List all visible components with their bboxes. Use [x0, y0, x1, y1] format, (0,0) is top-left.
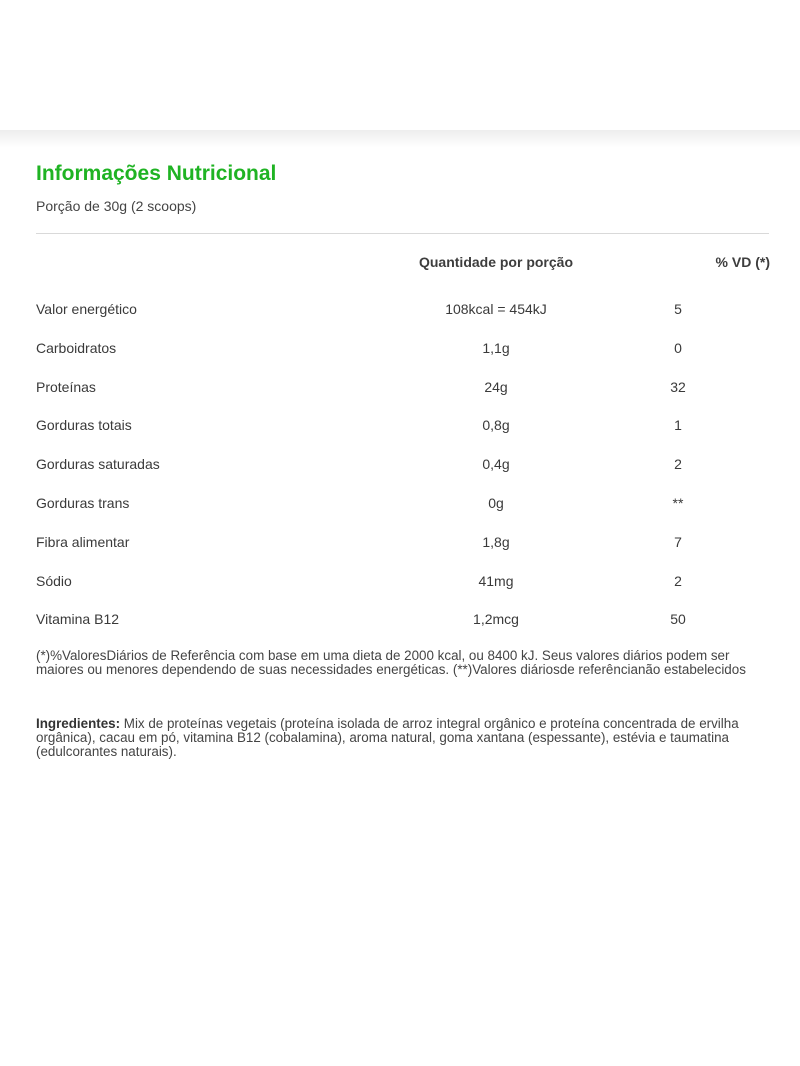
- table-row: [36, 290, 770, 329]
- nutrient-name: Gorduras totais: [36, 417, 132, 434]
- nutrient-quantity: 41mg: [478, 572, 514, 589]
- nutrient-name: Proteínas: [36, 378, 96, 395]
- nutrient-name: Sódio: [36, 572, 72, 589]
- table-row: [36, 523, 770, 562]
- nutrient-name: Valor energético: [36, 301, 137, 317]
- nutrient-name: Vitamina B12: [36, 611, 120, 628]
- nutrient-quantity: 0,8g: [482, 417, 510, 434]
- header-quantity: Quantidade por porção: [418, 254, 573, 270]
- table-row: [36, 368, 770, 407]
- nutrient-name: Fibra alimentar: [36, 533, 130, 550]
- ingredients-label: Ingredientes:: [36, 716, 121, 732]
- nutrition-panel: [36, 160, 770, 759]
- nutrient-quantity: 1,2mcg: [473, 611, 519, 628]
- nutrient-quantity: 1,1g: [482, 339, 510, 356]
- nutrient-vd: 50: [670, 611, 686, 628]
- header-shadow: [0, 130, 800, 148]
- nutrition-table: [36, 234, 770, 639]
- table-row: [36, 406, 770, 445]
- header-vd: % VD (*): [715, 254, 770, 270]
- table-header-row: [36, 234, 770, 290]
- nutrient-vd: 5: [674, 301, 682, 317]
- nutrient-name: Gorduras trans: [36, 494, 130, 511]
- nutrient-vd: 0: [674, 339, 682, 356]
- nutrient-quantity: 0,4g: [482, 456, 510, 473]
- table-row: [36, 445, 770, 484]
- nutrient-vd: **: [672, 494, 684, 511]
- nutrient-quantity: 0g: [488, 494, 504, 511]
- section-title: Informações Nutricional: [36, 162, 277, 185]
- table-row: [36, 484, 770, 523]
- serving-size: Porção de 30g (2 scoops): [36, 198, 197, 214]
- nutrient-vd: 2: [674, 572, 682, 589]
- nutrient-quantity: 1,8g: [482, 533, 510, 550]
- footnote: (*)%ValoresDiários de Referência com base em uma dieta de 2000 kcal, ou 8400 kJ. Seus valores diários podem ser maiores ou menores dependendo de suas necessidades energéticas. (**)Valores diáriosde referêncianão estabelecidos: [36, 648, 746, 678]
- nutrient-quantity: 108kcal = 454kJ: [445, 301, 547, 317]
- ingredients-text: Mix de proteínas vegetais (proteína isolada de arroz integral orgânico e proteína concentrada de ervilha orgânica), cacau em pó, vitamina B12 (cobalamina), aroma natural, goma xantana (espessante), estévia e taumatina (edulcorantes naturais).: [36, 716, 739, 760]
- nutrient-vd: 1: [674, 417, 682, 434]
- ingredients: [36, 717, 770, 759]
- nutrient-vd: 32: [670, 378, 686, 395]
- top-band: [0, 0, 800, 132]
- table-row: [36, 329, 770, 368]
- table-row: [36, 600, 770, 639]
- table-row: [36, 562, 770, 601]
- nutrient-vd: 7: [674, 533, 682, 550]
- nutrient-quantity: 24g: [484, 378, 508, 395]
- nutrient-vd: 2: [674, 456, 682, 473]
- nutrient-name: Gorduras saturadas: [36, 456, 160, 473]
- nutrient-name: Carboidratos: [36, 339, 117, 356]
